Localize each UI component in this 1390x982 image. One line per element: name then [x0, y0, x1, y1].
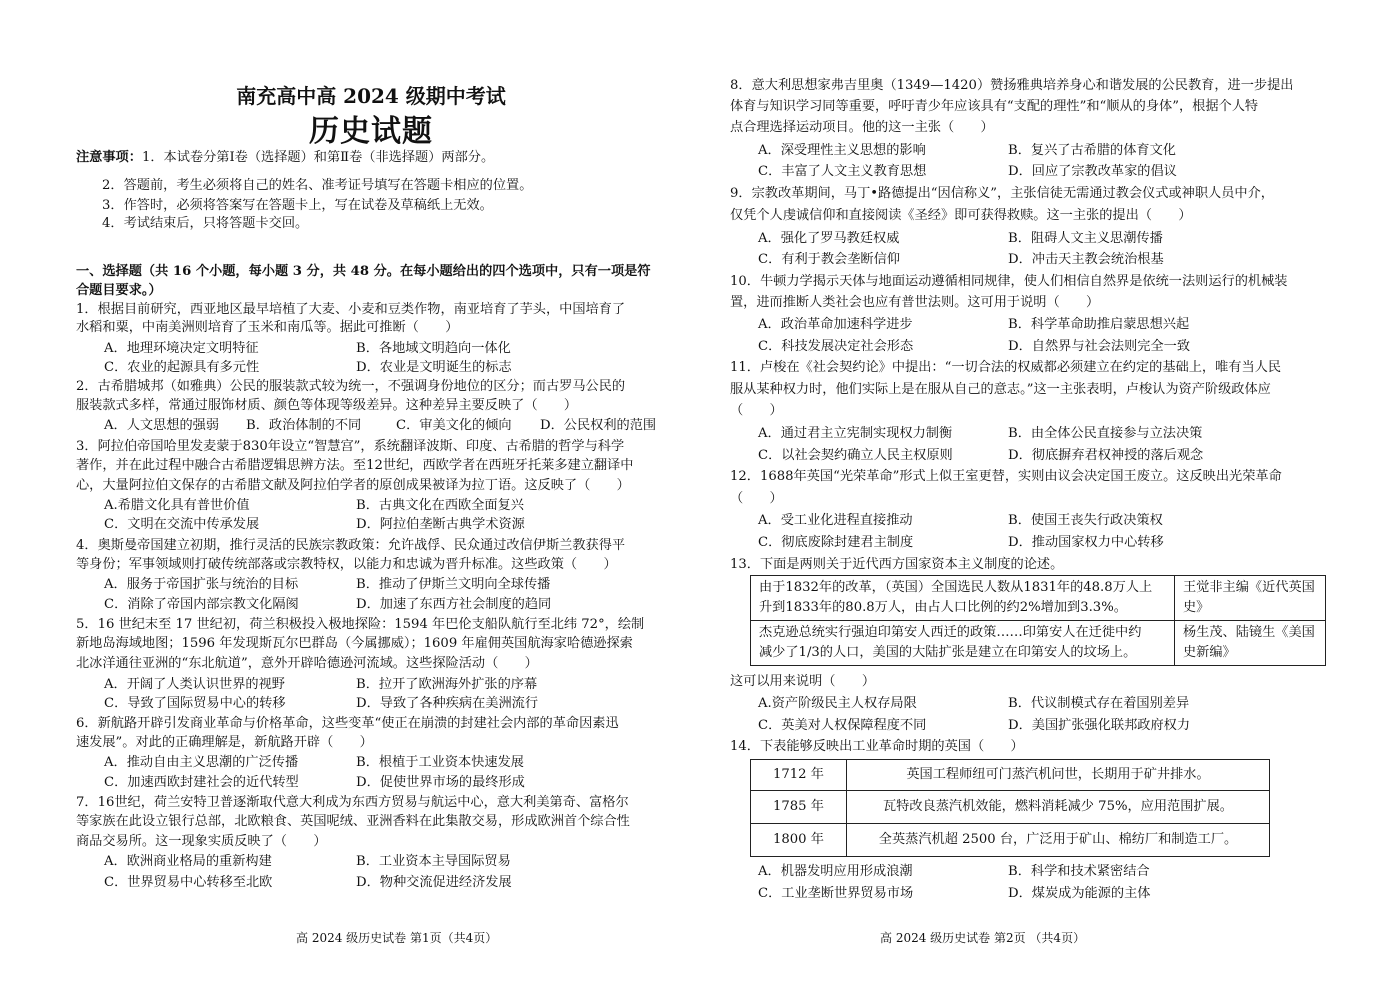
notice-line — [76, 148, 494, 168]
question-13-text: 这可以用来说明（ ） — [730, 674, 876, 689]
option-b[interactable]: B．拉开了欧洲海外扩张的序幕 — [356, 677, 538, 692]
question-8-text: 8．意大利思想家弗吉里奥（1349—1420）赞扬雅典培养身心和谐发展的公民教育，进一步提出 — [730, 78, 1294, 93]
source-line: 杨生茂、陆镜生《美国 — [1183, 625, 1315, 640]
quote-text — [751, 621, 1175, 666]
table-row — [751, 576, 1326, 621]
option-a[interactable]: A．欧洲商业格局的重新构建 — [104, 854, 272, 869]
question-2-text: 服装款式多样，常通过服饰材质、颜色等体现等级差异。这种差异主要反映了（ ） — [76, 398, 578, 413]
question-4-text: 等身份；军事领域则打破传统部落或宗教特权，以能力和忠诚为晋升标准。这些政策（ ） — [76, 557, 617, 572]
subject-title: 历史试题 — [309, 114, 433, 149]
option-d[interactable]: D．促使世界市场的最终形成 — [356, 775, 525, 790]
option-b[interactable]: B．科学和技术紧密结合 — [1008, 864, 1150, 879]
option-c[interactable]: C．工业垄断世界贸易市场 — [758, 886, 914, 901]
event-cell: 英国工程师纽可门蒸汽机问世，长期用于矿井排水。 — [847, 760, 1270, 791]
event-cell: 全英蒸汽机超 2500 台，广泛用于矿山、棉纺厂和制造工厂。 — [847, 824, 1270, 857]
question-10-text: 10．牛顿力学揭示天体与地面运动遵循相同规律，使人们相信自然界是依统一法则运行的机械装 — [730, 274, 1288, 289]
option-a[interactable]: A．推动自由主义思潮的广泛传播 — [104, 755, 299, 770]
question-13-intro: 13．下面是两则关于近代西方国家资本主义制度的论述。 — [730, 557, 1064, 572]
year-cell: 1785 年 — [751, 791, 847, 824]
question-7-text: 等家族在此设立银行总部，北欧粮食、英国呢绒、亚洲香料在此集散交易，形成欧洲首个综合性 — [76, 814, 630, 829]
quote-line: 杰克逊总统实行强迫印第安人西迁的政策……印第安人在迁徙中约 — [759, 625, 1142, 640]
question-5-text: 北冰洋通往亚洲的“东北航道”，意外开辟哈德逊河流域。这些探险活动（ ） — [76, 656, 538, 671]
option-a[interactable]: A．服务于帝国扩张与统治的目标 — [104, 577, 299, 592]
option-c[interactable]: C．有利于教会垄断信仰 — [758, 252, 900, 267]
option-b[interactable]: B．推动了伊斯兰文明向全球传播 — [356, 577, 551, 592]
question-8-text: 点合理选择运动项目。他的这一主张（ ） — [730, 120, 994, 135]
table-row — [751, 760, 1270, 791]
option-b[interactable]: B．使国王丧失行政决策权 — [1008, 513, 1163, 528]
section-heading: 一、选择题（共 16 个小题，每小题 3 分，共 48 分。在每小题给出的四个选项中，只有一项是符 — [76, 264, 651, 279]
option-d[interactable]: D．物种交流促进经济发展 — [356, 875, 512, 890]
option-c[interactable]: C．丰富了人文主义教育思想 — [758, 164, 927, 179]
option-d[interactable]: D．公民权利的范围 — [540, 418, 657, 433]
option-d[interactable]: D．推动国家权力中心转移 — [1008, 535, 1164, 550]
question-1-text: 1．根据目前研究，西亚地区最早培植了大麦、小麦和豆类作物，南亚培育了芋头，中国培育了 — [76, 302, 626, 317]
exam-title: 南充高中高 2024 级期中考试 — [236, 84, 506, 108]
quote-source — [1175, 576, 1326, 621]
option-c[interactable]: C．农业的起源具有多元性 — [104, 360, 260, 375]
question-7-text: 商品交易所。这一现象实质反映了（ ） — [76, 834, 327, 849]
question-1-text: 水稻和粟，中南美洲则培育了玉米和南瓜等。据此可推断（ ） — [76, 320, 459, 335]
option-b[interactable]: B．阻碍人文主义思潮传播 — [1008, 231, 1163, 246]
quote-text — [751, 576, 1175, 621]
notice-label: 注意事项： — [76, 150, 142, 165]
notice-item: 4．考试结束后，只将答题卡交回。 — [102, 216, 309, 231]
source-line: 王觉非主编《近代英国 — [1183, 580, 1315, 595]
question-9-text: 仅凭个人虔诚信仰和直接阅读《圣经》即可获得救赎。这一主张的提出（ ） — [730, 208, 1192, 223]
option-b[interactable]: B．政治体制的不同 — [246, 418, 362, 433]
option-d[interactable]: D．回应了宗教改革家的倡议 — [1008, 164, 1177, 179]
option-b[interactable]: B．各地域文明趋向一体化 — [356, 341, 511, 356]
option-d[interactable]: D．冲击天主教会统治根基 — [1008, 252, 1164, 267]
source-line: 史》 — [1183, 600, 1210, 615]
option-b[interactable]: B．工业资本主导国际贸易 — [356, 854, 511, 869]
option-d[interactable]: D．阿拉伯垄断古典学术资源 — [356, 517, 525, 532]
option-a[interactable]: A．开阔了人类认识世界的视野 — [104, 677, 285, 692]
question-9-text: 9．宗教改革期间，马丁•路德提出“因信称义”，主张信徒无需通过教会仪式或神职人员中介， — [730, 186, 1274, 201]
quote-line: 升到1833年的80.8万人，由占人口比例的约2%增加到3.3%。 — [759, 600, 1127, 615]
year-cell: 1800 年 — [751, 824, 847, 857]
question-5-text: 新地岛海域地图；1596 年发现斯瓦尔巴群岛（今属挪威）；1609 年雇佣英国航海家哈德逊探索 — [76, 636, 633, 651]
notice-item: 2．答题前，考生必须将自己的姓名、准考证号填写在答题卡相应的位置。 — [102, 178, 533, 193]
timeline-table — [750, 759, 1270, 857]
table-row — [751, 791, 1270, 824]
table-row — [751, 824, 1270, 857]
page-footer: 高 2024 级历史试卷 第1页（共4页） — [296, 931, 498, 945]
option-c[interactable]: C．文明在交流中传承发展 — [104, 517, 260, 532]
option-d[interactable]: D．导致了各种疾病在美洲流行 — [356, 696, 539, 711]
section-heading: 合题目要求。） — [76, 283, 162, 298]
option-c[interactable]: C．导致了国际贸易中心的转移 — [104, 696, 286, 711]
option-a[interactable]: A．受工业化进程直接推动 — [758, 513, 913, 528]
question-11-text: 11．卢梭在《社会契约论》中提出：“一切合法的权威都必须建立在约定的基础上，唯有当人民 — [730, 360, 1282, 375]
question-3-text: 心，大量阿拉伯文保存的古希腊文献及阿拉伯学者的原创成果被译为拉丁语。这反映了（ ） — [76, 478, 630, 493]
question-10-text: 置，进而推断人类社会也应有普世法则。这可用于说明（ ） — [730, 295, 1100, 310]
option-c[interactable]: C．消除了帝国内部宗教文化隔阂 — [104, 597, 299, 612]
question-3-text: 著作，并在此过程中融合古希腊逻辑思辨方法。至12世纪，西欧学者在西班牙托莱多建立翻译中 — [76, 458, 634, 473]
question-6-text: 速发展”。对此的正确理解是，新航路开辟（ ） — [76, 735, 373, 750]
table-row — [751, 621, 1326, 666]
option-a[interactable]: A.希腊文化具有普世价值 — [104, 498, 250, 513]
quote-source — [1175, 621, 1326, 666]
option-a[interactable]: A．地理环境决定文明特征 — [104, 341, 259, 356]
option-a[interactable]: A．深受理性主义思想的影响 — [758, 143, 926, 158]
notice-item: 1．本试卷分第Ⅰ卷（选择题）和第Ⅱ卷（非选择题）两部分。 — [141, 150, 495, 165]
event-cell: 瓦特改良蒸汽机效能，燃料消耗减少 75%，应用范围扩展。 — [847, 791, 1270, 824]
question-2-text: 2．古希腊城邦（如雅典）公民的服装款式较为统一，不强调身份地位的区分；而古罗马公民的 — [76, 379, 626, 394]
question-12-text: 12．1688年英国“光荣革命”形式上似王室更替，实则由议会决定国王废立。这反映出光荣革命 — [730, 469, 1282, 484]
source-line: 史新编》 — [1183, 645, 1236, 660]
quote-line: 减少了1/3的人口，美国的大陆扩张是建立在印第安人的坟场上。 — [759, 645, 1137, 660]
option-c[interactable]: C．科技发展决定社会形态 — [758, 339, 914, 354]
option-a[interactable]: A．机器发明应用形成浪潮 — [758, 864, 913, 879]
question-11-text: 服从某种权力时，他们实际上是在服从自己的意志。”这一主张表明，卢梭认为资产阶级政体应 — [730, 382, 1271, 397]
option-b[interactable]: B．代议制模式存在着国别差异 — [1008, 696, 1190, 711]
option-d[interactable]: D．加速了东西方社会制度的趋同 — [356, 597, 552, 612]
quote-table — [750, 575, 1326, 666]
question-3-text: 3．阿拉伯帝国哈里发麦蒙于830年设立“智慧宫”，系统翻译波斯、印度、古希腊的哲学与科学 — [76, 439, 625, 454]
quote-line: 由于1832年的改革，（英国）全国选民人数从1831年的48.8万人上 — [759, 580, 1153, 595]
option-b[interactable]: B．根植于工业资本快速发展 — [356, 755, 524, 770]
option-c[interactable]: C．世界贸易中心转移至北欧 — [104, 875, 273, 890]
option-a[interactable]: A.资产阶级民主人权存局限 — [758, 696, 917, 711]
option-b[interactable]: B．科学革命助推启蒙思想兴起 — [1008, 317, 1190, 332]
year-cell: 1712 年 — [751, 760, 847, 791]
question-7-text: 7．16世纪，荷兰安特卫普逐渐取代意大利成为东西方贸易与航运中心，意大利美第奇、富格尔 — [76, 795, 629, 810]
option-c[interactable]: C．审美文化的倾向 — [396, 418, 512, 433]
option-a[interactable]: A．政治革命加速科学进步 — [758, 317, 913, 332]
question-14-intro: 14．下表能够反映出工业革命时期的英国（ ） — [730, 739, 1024, 754]
option-d[interactable]: D．自然界与社会法则完全一致 — [1008, 339, 1191, 354]
option-b[interactable]: B．由全体公民直接参与立法决策 — [1008, 426, 1203, 441]
option-a[interactable]: A．人文思想的强弱 — [104, 418, 220, 433]
option-c[interactable]: C．以社会契约确立人民主权原则 — [758, 448, 953, 463]
question-12-text: （ ） — [730, 491, 783, 506]
option-d[interactable]: D．美国扩张强化联邦政府权力 — [1008, 718, 1191, 733]
option-d[interactable]: D．煤炭成为能源的主体 — [1008, 886, 1151, 901]
question-4-text: 4．奥斯曼帝国建立初期，推行灵活的民族宗教政策：允许战俘、民众通过改信伊斯兰教获得平 — [76, 538, 626, 553]
question-5-text: 5．16 世纪末至 17 世纪初，荷兰积极投入极地探险：1594 年巴伦支船队航行至北纬 72°，绘制 — [76, 617, 645, 632]
question-6-text: 6．新航路开辟引发商业革命与价格革命，这些变革“使正在崩溃的封建社会内部的革命因素迅 — [76, 716, 619, 731]
option-d[interactable]: D．彻底摒弃君权神授的落后观念 — [1008, 448, 1204, 463]
question-8-text: 体育与知识学习同等重要，呼吁青少年应该具有“支配的理性”和“顺从的身体”，根据个人特 — [730, 99, 1259, 114]
option-b[interactable]: B．复兴了古希腊的体育文化 — [1008, 143, 1176, 158]
option-a[interactable]: A．通过君主立宪制实现权力制衡 — [758, 426, 953, 441]
option-c[interactable]: C．英美对人权保障程度不同 — [758, 718, 927, 733]
option-c[interactable]: C．加速西欧封建社会的近代转型 — [104, 775, 299, 790]
question-11-text: （ ） — [730, 403, 783, 418]
option-c[interactable]: C．彻底废除封建君主制度 — [758, 535, 914, 550]
option-d[interactable]: D．农业是文明诞生的标志 — [356, 360, 512, 375]
page-footer: 高 2024 级历史试卷 第2页 （共4页） — [880, 931, 1086, 945]
option-b[interactable]: B．古典文化在西欧全面复兴 — [356, 498, 524, 513]
option-a[interactable]: A．强化了罗马教廷权威 — [758, 231, 900, 246]
notice-item: 3．作答时，必须将答案写在答题卡上，写在试卷及草稿纸上无效。 — [102, 198, 493, 213]
